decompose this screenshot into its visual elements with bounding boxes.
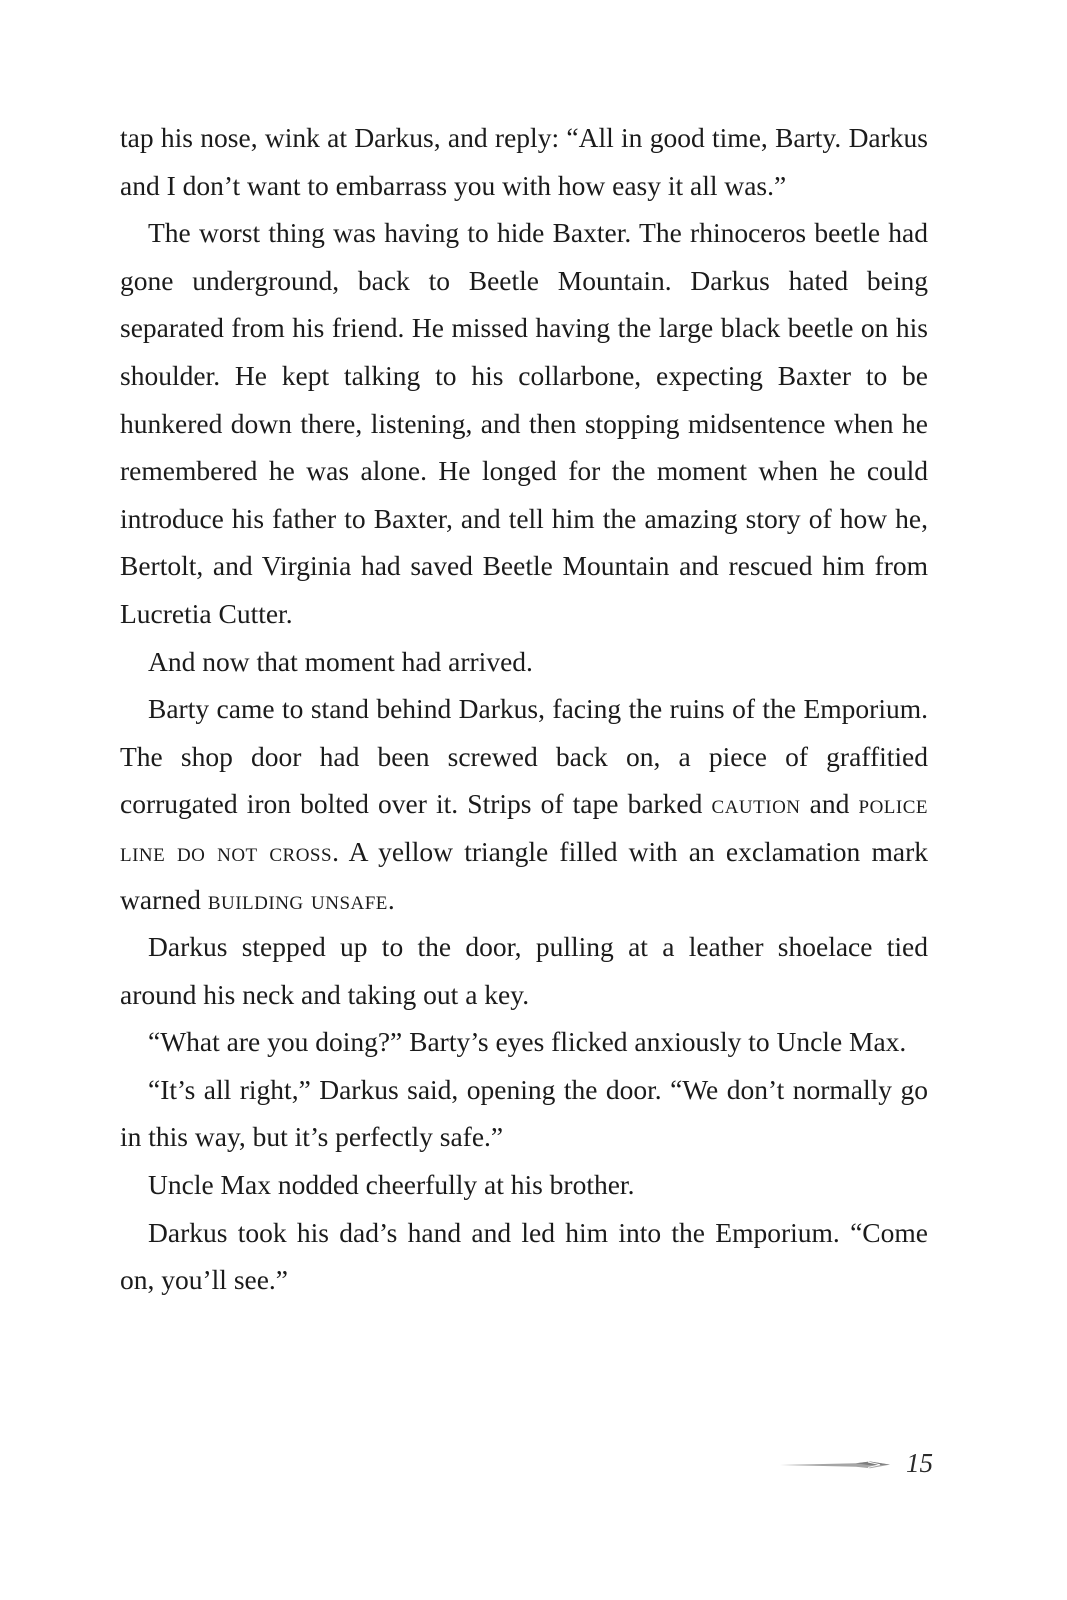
paragraph: [120, 209, 928, 637]
text-segment: and: [800, 788, 859, 820]
text-segment: “What are you doing?” Barty’s eyes flicked anxiously to Uncle Max.: [148, 1026, 907, 1058]
text-segment: Darkus stepped up to the door, pulling at a leather shoelace tied around his neck and taking out a key.: [120, 931, 928, 1010]
text-segment: Darkus took his dad’s hand and led him into the Emporium. “Come on, you’ll see.”: [120, 1216, 928, 1296]
page-footer: [780, 1448, 940, 1482]
body-text: [120, 114, 928, 1304]
text-segment: tap his nose, wink at Darkus, and reply: “All in good time, Barty. Darkus and I don’t want to embarrass you with how easy it all was.”: [120, 122, 928, 201]
text-segment: The worst thing was having to hide Baxter. The rhinoceros beetle had gone underground, back to Beetle Mountain. Darkus hated being separated from his friend. He missed having the large black beetle on his shoulder. He kept talking to his collarbone, expecting Baxter to be hunkered down there, listening, and then stopping midsentence when he remembered he was alone. He longed for the moment when he could introduce his father to Baxter, and tell him the amazing story of how he, Bertolt, and Virginia had saved Beetle Mountain and rescued him from Lucretia Cutter.: [120, 217, 928, 629]
text-segment: And now that moment had arrived.: [148, 645, 533, 677]
paragraph: [120, 638, 928, 686]
small-caps-text: police line do not cross: [120, 788, 928, 867]
text-segment: Uncle Max nodded cheerfully at his brother.: [148, 1169, 635, 1201]
paragraph: [120, 923, 928, 1018]
paragraph: [120, 685, 928, 923]
paragraph: [120, 1018, 928, 1066]
text-segment: .: [387, 883, 395, 915]
text-segment: . A yellow triangle filled with an exclamation mark warned: [120, 835, 928, 915]
paragraph: [120, 1209, 928, 1304]
page-number: 15: [906, 1448, 933, 1478]
paragraph: [120, 1161, 928, 1209]
small-caps-text: building unsafe: [207, 883, 388, 915]
paragraph: [120, 114, 928, 209]
paragraph: [120, 1066, 928, 1161]
text-segment: Barty came to stand behind Darkus, facing the ruins of the Emporium. The shop door had been screwed back on, a piece of graffitied corrugated iron bolted over it. Strips of tape barked: [120, 693, 928, 820]
text-segment: “It’s all right,” Darkus said, opening the door. “We don’t normally go in this way, but it’s perfectly safe.”: [120, 1073, 928, 1153]
quill-ornament-icon: [780, 1460, 892, 1470]
small-caps-text: caution: [711, 788, 801, 820]
